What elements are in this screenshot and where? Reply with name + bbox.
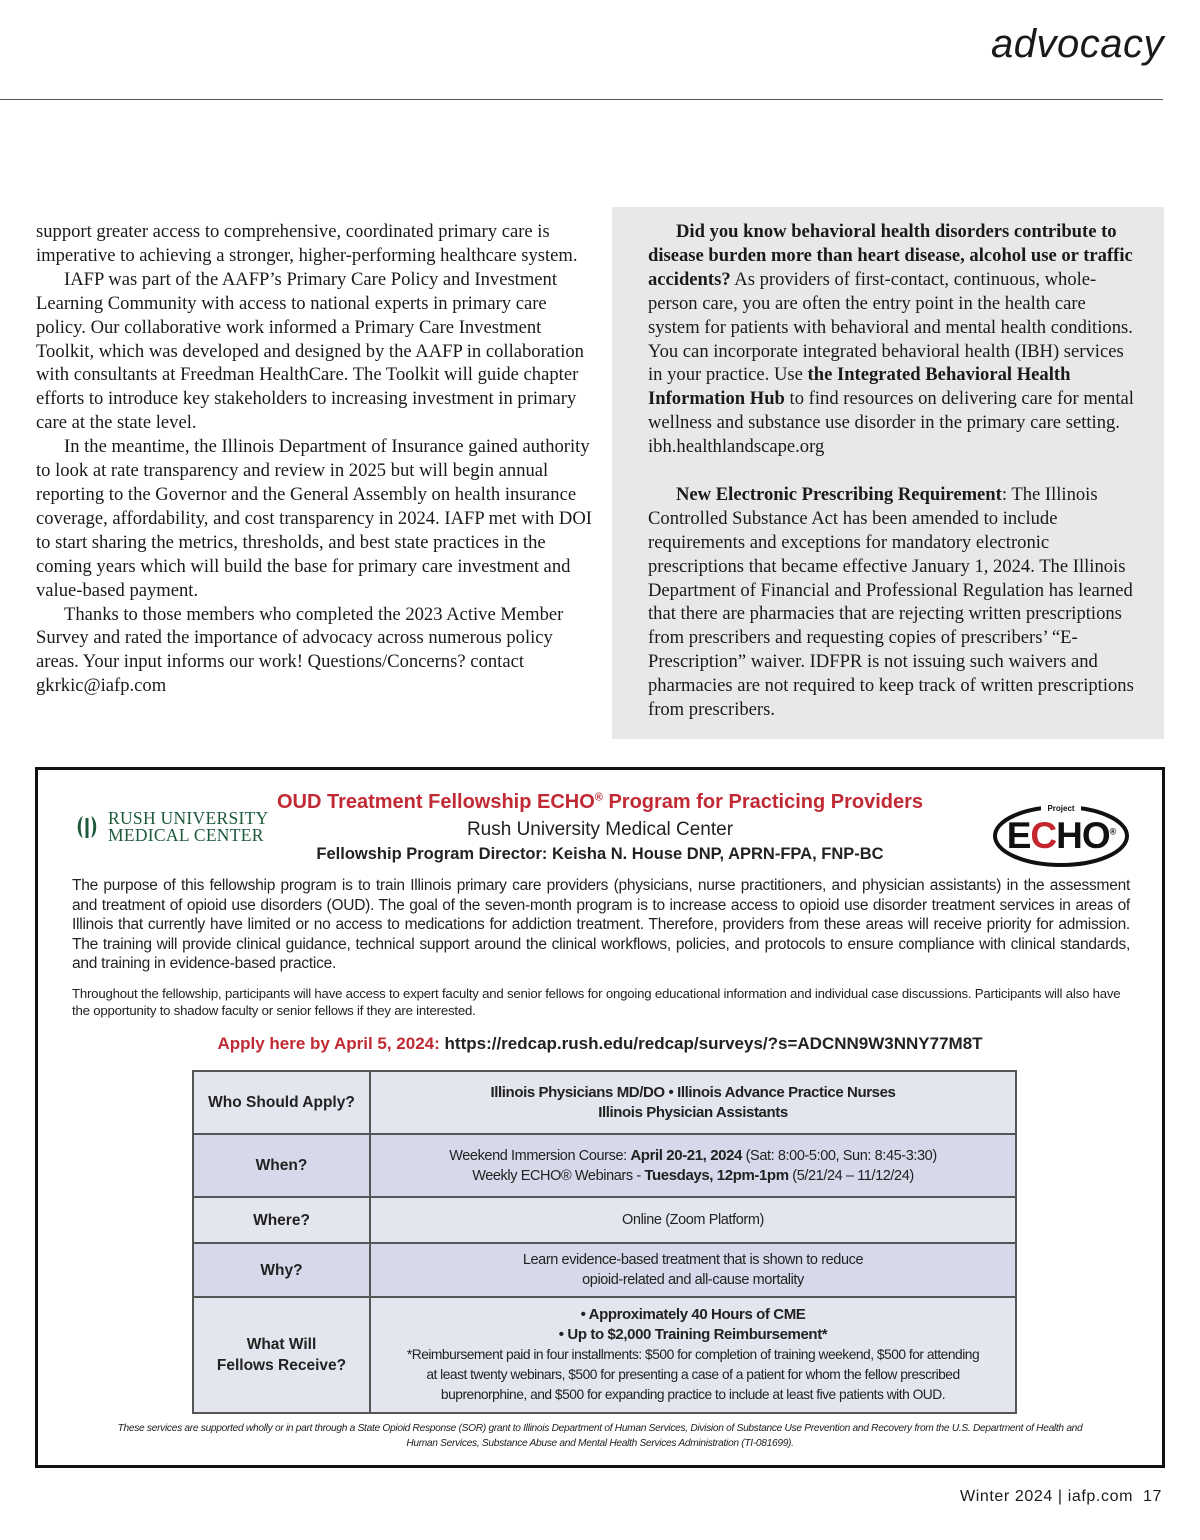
table-row xyxy=(193,1243,1016,1297)
table-row xyxy=(193,1134,1016,1197)
sidebar-text: : The Illinois Controlled Substance Act has been amended to include requirements and exceptions for mandatory electronic prescriptions that became effective January 1, 2024. The Illinois Department of Financial and Professional Regulation has learned that there are pharmacies that are rejecting written prescriptions from prescribers and requesting copies of prescribers’ “E-Prescription” waiver. IDFPR is not issuing such waivers and pharmacies are not required to keep track of written prescriptions from prescribers. xyxy=(648,483,1134,721)
table-row xyxy=(193,1071,1016,1134)
ibh-hub-name: the Integrated Behavioral Health Information Hub xyxy=(648,364,1071,410)
row-label: What Will Fellows Receive? xyxy=(193,1297,370,1413)
sidebar-paragraph-eprescribing xyxy=(648,483,1134,722)
row-value: • Approximately 40 Hours of CME • Up to $2,000 Training Reimbursement* *Reimbursement paid in four installments: $500 for completion of training weekend, $500 for attending at least twenty webinars, $500 for presenting a case of a patient for whom the fellow prescribed buprenorphine, and $500 for expanding practice to include at least five patients with OUD. xyxy=(370,1297,1016,1413)
issue-label: Winter 2024 | iafp.com xyxy=(960,1488,1133,1505)
row-value: Online (Zoom Platform) xyxy=(370,1197,1016,1243)
program-details: Throughout the fellowship, participants will have access to expert faculty and senior fellows for ongoing educational information and individual case discussions. Participants will also have the opportunity to shadow faculty or senior fellows if they are interested. xyxy=(72,986,1121,1018)
apply-link[interactable]: https://redcap.rush.edu/redcap/surveys/?s=ADCNN9W3NNY77M8T xyxy=(439,1034,983,1053)
rush-logo-line: MEDICAL CENTER xyxy=(108,825,264,845)
fellowship-ad xyxy=(35,767,1165,1468)
row-label: Where? xyxy=(193,1197,370,1243)
sidebar-paragraph-behavioral-health xyxy=(648,220,1134,459)
row-value: Illinois Physicians MD/DO • Illinois Advance Practice Nurses Illinois Physician Assistants xyxy=(370,1071,1016,1134)
article-paragraph: Thanks to those members who completed the 2023 Active Member Survey and rated the importance of advocacy across numerous policy areas. Your input informs our work! Questions/Concerns? contact gkrkic@iafp.com xyxy=(36,603,564,697)
program-director: Fellowship Program Director: Keisha N. House DNP, APRN-FPA, FNP-BC xyxy=(316,845,884,863)
page-number: 17 xyxy=(1143,1488,1162,1505)
sidebar-bold-lead: New Electronic Prescribing Requirement xyxy=(676,483,1002,505)
section-header: advocacy xyxy=(991,22,1164,66)
program-purpose: The purpose of this fellowship program is to train Illinois primary care providers (physicians, nurse practitioners, and physician assistants) in the assessment and treatment of opioid use disorders (OUD). The goal of the seven-month program is to increase access to opioid use disorder treatment services in areas of Illinois that currently have limited or no access to medications for addiction treatment. Therefore, providers from these areas will receive priority for admission. The training will provide clinical guidance, technical support around the clinical workflows, policies, and protocols to ensure compliance with clinical standards, and training in evidence-based practice. xyxy=(72,877,1130,972)
article-paragraph: support greater access to comprehensive, coordinated primary care is imperative to achieving a stronger, higher-performing healthcare system. xyxy=(36,221,578,266)
row-label: When? xyxy=(193,1134,370,1197)
apply-line xyxy=(38,1034,1162,1054)
rush-logo-line: RUSH UNIVERSITY xyxy=(108,808,269,828)
sidebar-text: to find resources on delivering care for mental wellness and substance use disorder in the primary care setting. ibh.healthlandscape.org xyxy=(648,388,1134,458)
ad-subtitle: Rush University Medical Center xyxy=(466,819,734,840)
funding-footnote: These services are supported wholly or in part through a State Opioid Response (SOR) grant to Illinois Department of Human Services, Division of Substance Use Prevention and Recovery from the U.S. Department of Health and Human Services, Substance Abuse and Mental Health Services Administration (TI-081699). xyxy=(117,1423,1083,1449)
program-info-table xyxy=(192,1070,1017,1414)
row-value: Learn evidence-based treatment that is shown to reduce opioid-related and all-cause mortality xyxy=(370,1243,1016,1297)
table-row xyxy=(193,1297,1016,1413)
echo-logo-word: ECHO® xyxy=(1006,815,1116,856)
page-footer xyxy=(960,1488,1162,1506)
sidebar-box xyxy=(612,207,1164,739)
article-paragraph: In the meantime, the Illinois Department of Insurance gained authority to look at rate transparency and review in 2025 but will begin annual reporting to the Governor and the General Assembly on health insurance coverage, affordability, and cost transparency in 2024. IAFP met with DOI to start sharing the metrics, thresholds, and best state practices in the coming years which will build the base for primary care investment and value-based payment. xyxy=(36,436,592,601)
echo-logo-project: Project xyxy=(1047,804,1075,813)
sidebar-text: As providers of first-contact, continuous, whole-person care, you are often the entry point in the health care system for patients with behavioral and mental health conditions. You can incorporate integrated behavioral health (IBH) services in your practice. Use xyxy=(648,268,1133,386)
row-label: Why? xyxy=(193,1243,370,1297)
article-paragraph: IAFP was part of the AAFP’s Primary Care Policy and Investment Learning Community with access to national experts in primary care policy. Our collaborative work informed a Primary Care Investment Toolkit, which was developed and designed by the AAFP in collaboration with consultants at Freedman HealthCare. The Toolkit will guide chapter efforts to introduce key stakeholders to increasing investment in primary care at the state level. xyxy=(36,268,584,434)
ad-title: OUD Treatment Fellowship ECHO® Program for Practicing Providers xyxy=(276,791,924,813)
article-left-column xyxy=(36,220,592,698)
row-value: Weekend Immersion Course: April 20-21, 2024 (Sat: 8:00-5:00, Sun: 8:45-3:30) Weekly ECHO® Webinars - Tuesdays, 12pm-1pm (5/21/24 – 11/12/24) xyxy=(370,1134,1016,1197)
row-label: Who Should Apply? xyxy=(193,1071,370,1134)
apply-deadline: Apply here by April 5, 2024: xyxy=(217,1034,440,1053)
table-row xyxy=(193,1197,1016,1243)
header-divider xyxy=(0,99,1163,100)
sidebar-bold-lead: Did you know behavioral health disorders contribute to disease burden more than heart disease, alcohol use or traffic accidents? xyxy=(648,221,1133,290)
